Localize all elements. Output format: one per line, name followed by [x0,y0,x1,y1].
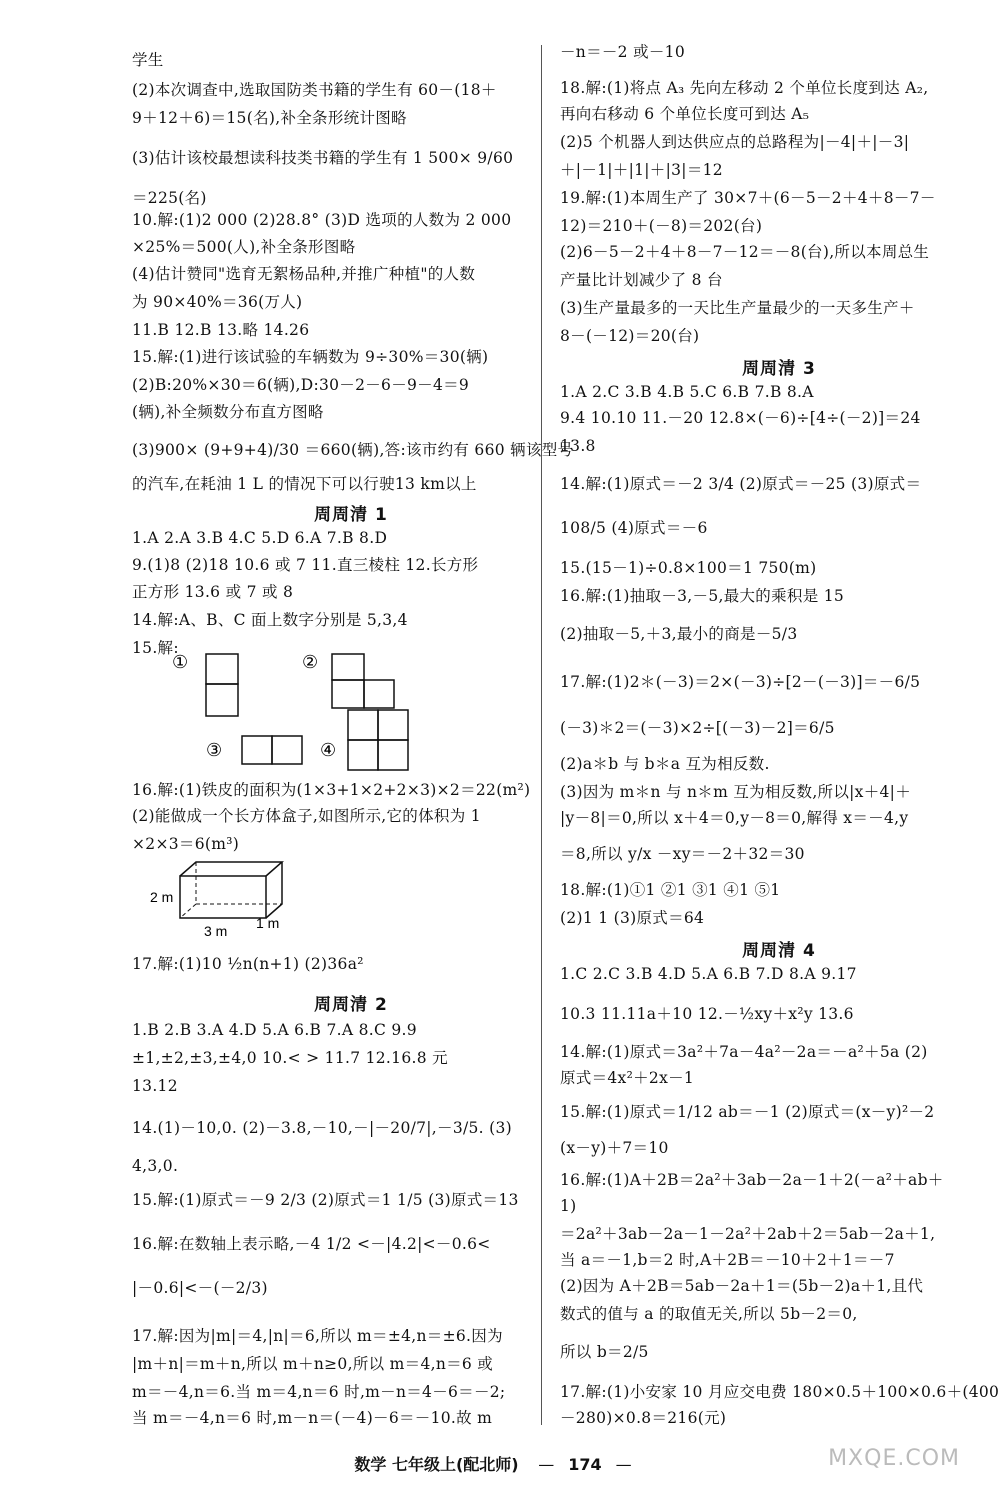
watermark-logo: MXQE.COM [828,1446,960,1471]
text-line: (2)1 1 (3)原式＝64 [560,909,705,927]
text-line: 1.B 2.B 3.A 4.D 5.A 6.B 7.A 8.C 9.9 [132,1021,417,1039]
text-line: 1) [560,1197,577,1215]
text-line: (x－y)＋7＝10 [560,1139,669,1157]
text-line: (3)因为 m＊n 与 n＊m 互为相反数,所以|x＋4|＋ [560,783,911,801]
text-line: (3)900× (9+9+4)/30 ＝660(辆),答:该市约有 660 辆该型号 [132,441,574,459]
text-line: 17.解:因为|m|＝4,|n|＝6,所以 m＝±4,n＝±6.因为 [132,1327,503,1345]
text-line: 产量比计划减少了 8 台 [560,271,723,289]
text-line: 16.解:(1)A＋2B＝2a²＋3ab－2a－1＋2(－a²＋ab＋ [560,1171,944,1189]
box-height-label: 2 m [150,889,174,905]
text-line: 当 a＝－1,b＝2 时,A＋2B＝－10＋2＋1＝－7 [560,1251,895,1269]
text-line: 4,3,0. [132,1157,179,1175]
text-line: (2)因为 A＋2B＝5ab－2a＋1＝(5b－2)a＋1,且代 [560,1277,924,1295]
page-footer: 数学 七年级上(配北师) — 174 — [354,1455,632,1474]
text-line: 数式的值与 a 的取值无关,所以 5b－2＝0, [560,1305,858,1323]
text-line: ＝2a²＋3ab－2a－1－2a²＋2ab＋2＝5ab－2a＋1, [560,1225,936,1243]
text-line: －n＝－2 或－10 [560,43,685,61]
text-line: 当 m＝－4,n＝6 时,m－n＝(－4)－6＝－10.故 m [132,1409,493,1427]
text-line: 1.C 2.C 3.B 4.D 5.A 6.B 7.D 8.A 9.17 [560,965,857,983]
text-line: ＝225(名) [132,189,207,207]
text-line: 学生 [132,51,164,69]
text-line: (3)估计该校最想读科技类书籍的学生有 1 500× 9/60 [132,149,514,167]
text-line: 为 90×40%＝36(万人) [132,293,303,311]
text-line: 原式＝4x²＋2x－1 [560,1069,695,1087]
fig-label-4: ④ [320,740,337,760]
text-line: 1.A 2.A 3.B 4.C 5.D 6.A 7.B 8.D [132,529,388,547]
text-line: ±1,±2,±3,±4,0 10.< > 11.7 12.16.8 元 [132,1049,448,1067]
text-line: 17.解:(1)2＊(－3)＝2×(－3)÷[2－(－3)]＝－6/5 [560,673,921,691]
page-number: 174 [568,1455,602,1474]
text-line: 16.解:在数轴上表示略,－4 1/2 <－|4.2|<－0.6< [132,1235,491,1253]
section-heading: 周周清 3 [742,359,816,379]
box-width-label: 3 m [204,923,228,939]
text-line: 所以 b＝2/5 [560,1343,649,1361]
text-line: 16.解:(1)抽取－3,－5,最大的乘积是 15 [560,587,845,605]
text-line: ×2×3＝6(m³) [132,835,240,853]
text-line: 14.(1)－10,0. (2)－3.8,－10,－|－20/7|,－3/5. (3) [132,1119,512,1137]
fig-label-1: ① [172,652,189,672]
text-line: 1.A 2.C 3.B 4.B 5.C 6.B 7.B 8.A [560,383,814,401]
text-line: 13.12 [132,1077,178,1095]
text-line: 18.解:(1)①1 ②1 ③1 ④1 ⑤1 [560,881,781,899]
text-line: |－0.6|<－(－2/3) [132,1279,268,1297]
box-figure [150,856,290,940]
text-line: m＝－4,n＝6.当 m＝4,n＝6 时,m－n＝4－6＝－2; [132,1383,506,1401]
text-line: (2)5 个机器人到达供应点的总路程为|－4|＋|－3| [560,133,910,151]
text-line: 17.解:(1)10 ½n(n+1) (2)36a² [132,955,364,973]
section-heading: 周周清 4 [742,941,816,961]
text-line: 15.解:(1)原式＝－9 2/3 (2)原式＝1 1/5 (3)原式＝13 [132,1191,519,1209]
text-line: (辆),补全频数分布直方图略 [132,403,324,421]
text-line: 9.(1)8 (2)18 10.6 或 7 11.直三棱柱 12.长方形 [132,556,479,574]
text-line: (－3)＊2＝(－3)×2÷[(－3)－2]＝6/5 [560,719,835,737]
text-line: 18.解:(1)将点 A₃ 先向左移动 2 个单位长度到达 A₂, [560,79,929,97]
section-heading: 周周清 1 [314,505,388,525]
footer-subject: 数学 七年级上(配北师) [354,1455,519,1474]
text-line: ＝8,所以 y/x －xy＝－2＋32＝30 [560,845,805,863]
text-line: ＋|－1|＋|1|＋|3|＝12 [560,161,723,179]
text-line: 19.解:(1)本周生产了 30×7＋(6－5－2＋4＋8－7－ [560,189,936,207]
text-line: |m＋n|＝m＋n,所以 m＋n≥0,所以 m＝4,n＝6 或 [132,1355,494,1373]
text-line: (2)本次调查中,选取国防类书籍的学生有 60－(18＋ [132,81,497,99]
text-line: 16.解:(1)铁皮的面积为(1×3+1×2+2×3)×2＝22(m²) [132,781,531,799]
section-heading: 周周清 2 [314,995,388,1015]
text-line: (2)6－5－2＋4＋8－7－12＝－8(台),所以本周总生 [560,243,930,261]
text-line: (3)生产量最多的一天比生产量最少的一天多生产＋ [560,299,915,317]
column-divider [541,45,542,1425]
text-line: 8－(－12)＝20(台) [560,327,700,345]
text-line: (2)抽取－5,＋3,最小的商是－5/3 [560,625,798,643]
text-line: 15.(15－1)÷0.8×100＝1 750(m) [560,559,817,577]
text-line: 14.解:(1)原式＝－2 3/4 (2)原式＝－25 (3)原式＝ [560,475,922,493]
text-line: 11.B 12.B 13.略 14.26 [132,321,310,339]
text-line: 13.8 [560,437,596,455]
text-line: (2)B:20%×30＝6(辆),D:30－2－6－9－4＝9 [132,376,470,394]
text-line: 14.解:(1)原式＝3a²＋7a－4a²－2a＝－a²＋5a (2) [560,1043,928,1061]
box-depth-label: 1 m [256,915,280,931]
fig-label-3: ③ [206,740,223,760]
text-line: 15.解: [132,639,179,657]
text-line: 14.解:A、B、C 面上数字分别是 5,3,4 [132,611,408,629]
text-line: 17.解:(1)小安家 10 月应交电费 180×0.5＋100×0.6＋(400 [560,1383,1000,1401]
text-line: 10.解:(1)2 000 (2)28.8° (3)D 选项的人数为 2 000 [132,211,512,229]
text-line: 10.3 11.11a＋10 12.－½xy＋x²y 13.6 [560,1005,854,1023]
text-line: －280)×0.8＝216(元) [560,1409,727,1427]
text-line: 的汽车,在耗油 1 L 的情况下可以行驶13 km以上 [132,475,477,493]
text-line: 正方形 13.6 或 7 或 8 [132,583,294,601]
text-line: ×25%＝500(人),补全条形图略 [132,238,356,256]
text-line: 9.4 10.10 11.－20 12.8×(－6)÷[4÷(－2)]＝24 [560,409,921,427]
text-line: 15.解:(1)进行该试验的车辆数为 9÷30%＝30(辆) [132,348,489,366]
text-line: (4)估计赞同"选育无絮杨品种,并推广种植"的人数 [132,265,476,283]
text-line: (2)能做成一个长方体盒子,如图所示,它的体积为 1 [132,807,481,825]
text-line: 108/5 (4)原式＝－6 [560,519,708,537]
text-line: 再向右移动 6 个单位长度可到达 A₅ [560,105,810,123]
cube-nets-figure [172,646,432,772]
fig-label-2: ② [302,652,319,672]
text-line: 12)＝210＋(－8)＝202(台) [560,217,763,235]
text-line: (2)a＊b 与 b＊a 互为相反数. [560,755,770,773]
text-line: 9＋12＋6)＝15(名),补全条形统计图略 [132,109,407,127]
text-line: |y－8|＝0,所以 x＋4＝0,y－8＝0,解得 x＝－4,y [560,809,909,827]
text-line: 15.解:(1)原式＝1/12 ab＝－1 (2)原式＝(x－y)²－2 [560,1103,935,1121]
